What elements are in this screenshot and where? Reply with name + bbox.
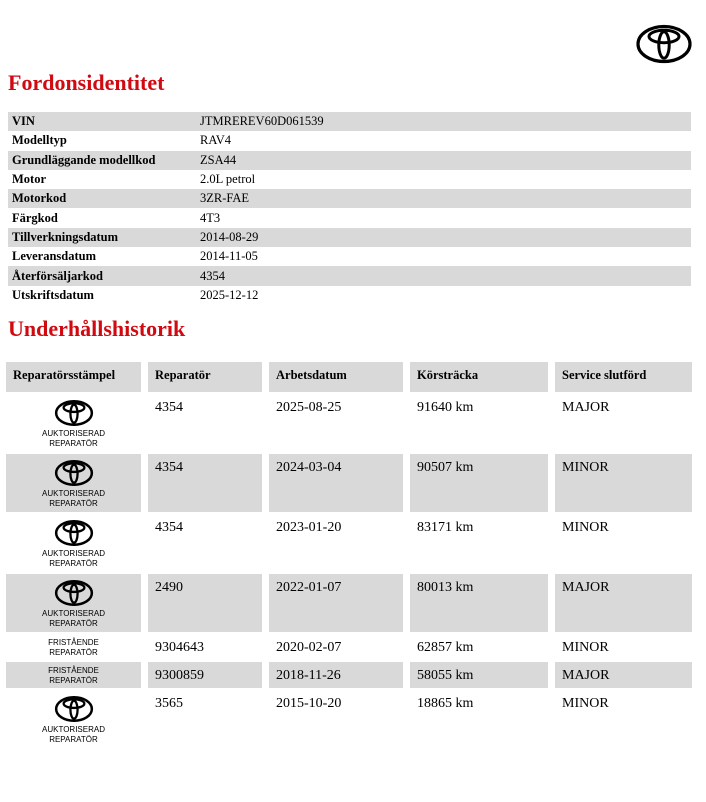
service-cell: MAJOR [555, 574, 692, 632]
table-header [6, 362, 692, 392]
repairer-cell: 4354 [155, 400, 183, 415]
toyota-logo-icon [54, 398, 94, 428]
service-cell: MINOR [555, 454, 692, 512]
repairer-cell: 4354 [155, 520, 183, 535]
vehicle-identity-table [8, 112, 691, 305]
identity-value: RAV4 [200, 133, 232, 148]
date-cell: 2022-01-07 [269, 574, 403, 632]
repairer-cell: 9304643 [155, 640, 204, 655]
identity-row [8, 266, 691, 285]
identity-value: 2014-11-05 [200, 249, 258, 264]
header-mileage: Körsträcka [410, 362, 548, 392]
date-cell: 2024-03-04 [269, 454, 403, 512]
date-cell: 2020-02-07 [276, 640, 342, 655]
stamp-label: FRISTÅENDE REPARATÖR [48, 638, 99, 657]
header-service: Service slutförd [555, 362, 692, 392]
mileage-cell: 18865 km [417, 696, 474, 711]
stamp-label: AUKTORISERAD REPARATÖR [42, 489, 105, 508]
repairer-cell: 9300859 [148, 662, 262, 688]
toyota-logo-icon [54, 578, 94, 608]
repairer-cell: 2490 [148, 574, 262, 632]
repairer-cell: 3565 [155, 696, 183, 711]
identity-title: Fordonsidentitet [8, 70, 165, 95]
repair-stamp [6, 454, 141, 512]
repair-stamp [6, 574, 141, 632]
identity-label: VIN [12, 114, 35, 129]
identity-row [8, 189, 691, 208]
stamp-label: FRISTÅENDE REPARATÖR [48, 666, 99, 685]
identity-label: Utskriftsdatum [12, 287, 94, 302]
table-row [6, 514, 692, 572]
repair-stamp [6, 690, 141, 748]
repair-stamp [6, 662, 141, 688]
table-row [6, 454, 692, 512]
history-title: Underhållshistorik [8, 316, 186, 341]
table-row [6, 634, 692, 660]
identity-label: Modelltyp [12, 133, 67, 148]
identity-row [8, 170, 691, 189]
stamp-label: AUKTORISERAD REPARATÖR [42, 609, 105, 628]
identity-label: Tillverkningsdatum [12, 229, 119, 244]
header-repairer: Reparatör [148, 362, 262, 392]
identity-row [8, 286, 691, 305]
stamp-label: AUKTORISERAD REPARATÖR [42, 429, 105, 448]
service-cell: MAJOR [562, 400, 610, 415]
identity-value: 2014-08-29 [200, 229, 259, 244]
identity-row [8, 151, 691, 170]
identity-label: Leveransdatum [12, 249, 97, 264]
header-date: Arbetsdatum [269, 362, 403, 392]
identity-row [8, 131, 691, 150]
mileage-cell: 62857 km [417, 640, 474, 655]
table-row [6, 662, 692, 688]
mileage-cell: 83171 km [417, 520, 474, 535]
header-stamp: Reparatörsstämpel [6, 362, 141, 392]
toyota-logo-icon [54, 458, 94, 488]
identity-label: Återförsäljarkod [12, 268, 103, 283]
identity-value: JTMREREV60D061539 [200, 114, 324, 129]
identity-label: Grundläggande modellkod [12, 152, 156, 167]
identity-label: Motorkod [12, 191, 67, 206]
toyota-logo-icon [54, 518, 94, 548]
identity-value: 2.0L petrol [200, 172, 256, 187]
date-cell: 2023-01-20 [276, 520, 342, 535]
mileage-cell: 90507 km [410, 454, 548, 512]
date-cell: 2018-11-26 [269, 662, 403, 688]
stamp-label: AUKTORISERAD REPARATÖR [42, 549, 105, 568]
mileage-cell: 91640 km [417, 400, 474, 415]
identity-row [8, 228, 691, 247]
service-cell: MAJOR [555, 662, 692, 688]
service-cell: MINOR [562, 696, 609, 711]
service-cell: MINOR [562, 640, 609, 655]
identity-value: 4354 [200, 268, 225, 283]
date-cell: 2025-08-25 [276, 400, 342, 415]
service-history-table [6, 362, 692, 748]
mileage-cell: 58055 km [410, 662, 548, 688]
identity-value: ZSA44 [200, 152, 237, 167]
date-cell: 2015-10-20 [276, 696, 342, 711]
toyota-logo-icon [54, 694, 94, 724]
identity-value: 2025-12-12 [200, 287, 259, 302]
identity-row [8, 247, 691, 266]
repair-stamp [6, 514, 141, 572]
identity-value: 4T3 [200, 210, 221, 225]
table-row [6, 394, 692, 452]
identity-label: Färgkod [12, 210, 58, 225]
repair-stamp [6, 634, 141, 660]
identity-value: 3ZR-FAE [200, 191, 250, 206]
mileage-cell: 80013 km [410, 574, 548, 632]
identity-row [8, 112, 691, 131]
stamp-label: AUKTORISERAD REPARATÖR [42, 725, 105, 744]
repair-stamp [6, 394, 141, 452]
identity-label: Motor [12, 172, 47, 187]
repairer-cell: 4354 [148, 454, 262, 512]
service-cell: MINOR [562, 520, 609, 535]
table-row [6, 690, 692, 748]
identity-row [8, 208, 691, 227]
table-row [6, 574, 692, 632]
toyota-logo-icon [636, 24, 692, 64]
